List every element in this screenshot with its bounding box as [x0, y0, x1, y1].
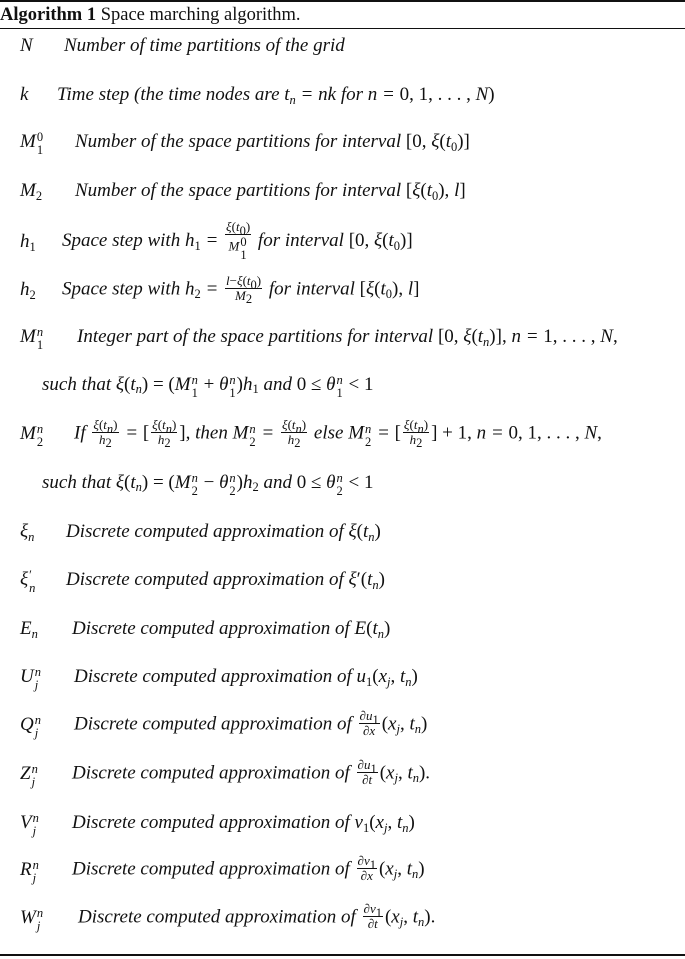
row-M2-n-cont [42, 468, 685, 498]
symbol-M2-n: M n 2 [20, 421, 44, 449]
desc-M2-n: If $\frac{\xi(t_n)}{h_2}$ = [ $\frac{\xi(t_n)}{h_2}$ ], then M n 2 = $\frac{\xi(t_n)}{h_2}$ else M n 2 = [ $\frac{\xi(t_n)}{h_2}$ ] + 1, n = 0, 1, . . . , N, [74, 416, 602, 451]
desc-R-j-n: Discrete computed approximation of $\frac{\partial v_1}{\partial x}$ ($x_j$, $t_n$) [72, 852, 425, 883]
symbol-xi-n: $\xi_n$ [20, 521, 35, 544]
symbol-W-j-n: W n j [20, 905, 44, 933]
symbol-M2: $M_2$ [20, 180, 43, 203]
desc-M1-n-cont: such that $\xi(t_n) = (M$ n 1 + θ n 1 )$h_1$ and 0 ≤ θ n 1 < 1 [42, 372, 374, 400]
desc-E-n: Discrete computed approximation of $E(t_n)$ [72, 618, 391, 641]
row-R-j-n [20, 852, 685, 885]
row-N [20, 31, 685, 61]
symbol-R-j-n: R n j [20, 857, 39, 885]
row-Z-j-n [20, 756, 685, 789]
row-Q-j-n [20, 707, 685, 740]
symbol-xi-prime-n: ξ ′ n [20, 567, 36, 595]
bottom-rule [0, 954, 685, 956]
row-xi-prime-n [20, 565, 685, 595]
symbol-N: N [20, 35, 33, 56]
desc-xi-prime-n: Discrete computed approximation of $\xi'(t_n)$ [66, 569, 385, 592]
row-M1-0 [20, 127, 685, 157]
row-M2 [20, 176, 685, 206]
fraction-h1: $\xi(t_0)$ M 0 1 [226, 219, 251, 263]
symbol-U-j-n: U n j [20, 664, 41, 692]
symbol-Q-j-n: Q n j [20, 712, 41, 740]
row-k [20, 80, 685, 110]
desc-V-j-n: Discrete computed approximation of $v_1(x_j$, $t_n$) [72, 812, 415, 835]
row-E-n [20, 614, 685, 644]
algorithm-label: Algorithm 1 [0, 5, 97, 25]
desc-M2: Number of the space partitions for interval [$\xi(t_0)$, l] [75, 180, 466, 203]
desc-U-j-n: Discrete computed approximation of $u_1(x_j$, $t_n$) [74, 666, 418, 689]
algorithm-caption [0, 5, 301, 25]
symbol-h2: $h_2$ [20, 279, 36, 302]
desc-xi-n: Discrete computed approximation of $\xi(t_n)$ [66, 521, 381, 544]
desc-Q-j-n: Discrete computed approximation of $\frac{\partial u_1}{\partial x}$ ($x_j$, $t_n$) [74, 707, 428, 738]
fraction-h2: $\frac{l-\xi(t_0)}{M_2}$ [226, 272, 262, 307]
desc-k: Time step (the time nodes are $t_n$ = nk for n = 0, 1, . . . , N) [57, 84, 495, 107]
desc-W-j-n: Discrete computed approximation of $\frac{\partial v_1}{\partial t}$ ($x_j$, $t_n$). [78, 900, 436, 931]
symbol-k: k [20, 84, 29, 105]
symbol-V-j-n: V n j [20, 810, 39, 838]
row-h2 [20, 272, 685, 307]
symbol-E-n: $E_n$ [20, 618, 38, 641]
row-W-j-n [20, 900, 685, 933]
desc-M1-0: Number of the space partitions for interval [0, $\xi(t_0)$] [75, 131, 470, 154]
row-V-j-n [20, 808, 685, 838]
algorithm-title: Space marching algorithm. [100, 5, 301, 25]
row-xi-n [20, 517, 685, 547]
desc-h2: Space step with $h_2$ = $\frac{l-\xi(t_0)}{M_2}$ for interval [$\xi(t_0)$, l] [62, 272, 420, 307]
symbol-M1-0: M 0 1 [20, 129, 44, 157]
desc-M1-n: Integer part of the space partitions for interval [0, $\xi(t_n)$], n = 1, . . . , N, [77, 326, 618, 349]
row-U-j-n [20, 662, 685, 692]
desc-h1: Space step with $h_1$ = $\xi(t_0)$ M 0 1 for interval [0, $\xi(t_0)$] [62, 219, 413, 263]
desc-N: Number of time partitions of the grid [64, 35, 345, 56]
caption-rule [0, 28, 685, 29]
row-M1-n-cont [42, 370, 685, 400]
symbol-h1: $h_1$ [20, 231, 36, 254]
row-M1-n [20, 322, 685, 352]
row-h1 [20, 219, 685, 263]
symbol-Z-j-n: Z n j [20, 761, 38, 789]
desc-Z-j-n: Discrete computed approximation of $\frac{\partial u_1}{\partial t}$ ($x_j$, $t_n$). [72, 756, 431, 787]
row-M2-n [20, 416, 685, 451]
top-rule [0, 0, 685, 2]
symbol-M1-n: M n 1 [20, 324, 44, 352]
desc-M2-n-cont: such that $\xi(t_n) = (M$ n 2 − θ n 2 )$h_2$ and 0 ≤ θ n 2 < 1 [42, 470, 374, 498]
